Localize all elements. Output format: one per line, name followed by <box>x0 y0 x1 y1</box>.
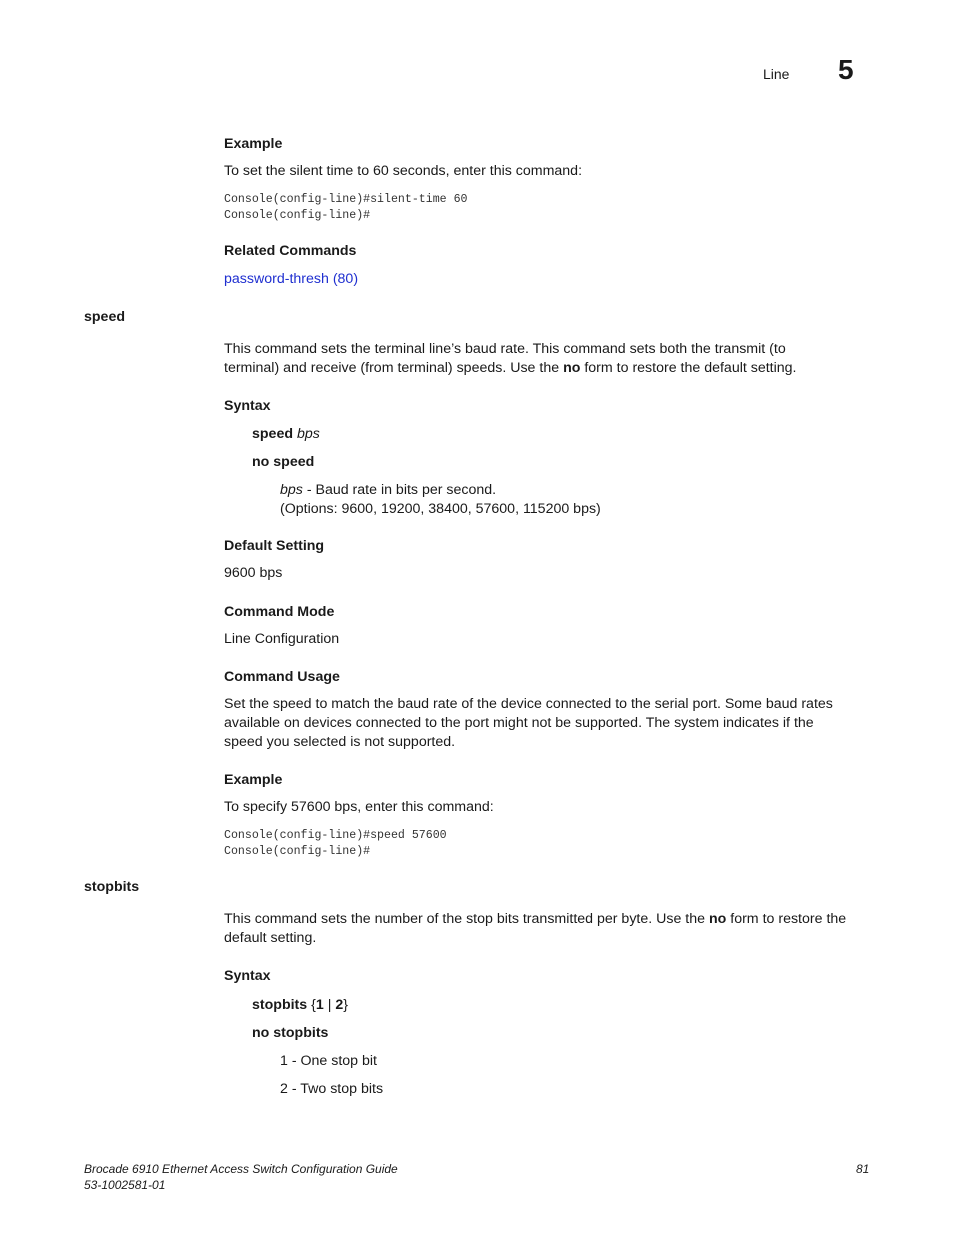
option-description: 2 - Two stop bits <box>280 1081 384 1097</box>
syntax-command: stopbits <box>252 997 308 1013</box>
description-line: default setting. <box>224 930 317 946</box>
description-line: This command sets the terminal line’s baud rate. This command sets both the transmit (to <box>224 341 786 357</box>
text: form to restore the default setting. <box>580 360 797 376</box>
syntax-option: 2 <box>335 997 344 1013</box>
syntax-heading: Syntax <box>224 968 271 984</box>
default-setting-value: 9600 bps <box>224 565 283 581</box>
syntax-line <box>252 996 348 1015</box>
page-number: 81 <box>856 1162 870 1176</box>
text: - Baud rate in bits per second. <box>302 482 497 498</box>
syntax-command: speed <box>252 426 294 442</box>
command-usage-text <box>224 695 833 752</box>
parameter-name: bps <box>280 482 303 498</box>
syntax-heading: Syntax <box>224 398 271 414</box>
syntax-line <box>252 425 320 444</box>
text: terminal) and receive (from terminal) speeds. Use the <box>224 360 564 376</box>
description-line <box>224 910 846 929</box>
text: form to restore the <box>726 911 847 927</box>
parameter-description <box>280 481 601 519</box>
command-usage-heading: Command Usage <box>224 669 340 685</box>
keyword-no: no <box>708 911 727 927</box>
command-name-stopbits: stopbits <box>84 879 140 895</box>
code-block <box>224 192 468 224</box>
syntax-no-form: no speed <box>252 454 315 470</box>
example-text: To set the silent time to 60 seconds, enter this command: <box>224 163 583 179</box>
stopbits-description <box>224 910 846 948</box>
default-setting-heading: Default Setting <box>224 538 325 554</box>
usage-line: speed you selected is not supported. <box>224 734 456 750</box>
usage-line: Set the speed to match the baud rate of the device connected to the serial port. Some baud rates <box>224 696 833 712</box>
keyword-no: no <box>563 360 581 376</box>
example-text: To specify 57600 bps, enter this command: <box>224 799 494 815</box>
command-mode-heading: Command Mode <box>224 604 335 620</box>
chapter-number: 5 <box>838 54 854 85</box>
usage-line: available on devices connected to the port might not be supported. The system indicates if the <box>224 715 814 731</box>
code-block <box>224 828 447 860</box>
related-commands-heading: Related Commands <box>224 243 357 259</box>
syntax-no-form: no stopbits <box>252 1025 329 1041</box>
example-heading: Example <box>224 772 283 788</box>
speed-description <box>224 340 796 378</box>
parameter-line <box>280 481 601 500</box>
example-heading: Example <box>224 136 283 152</box>
syntax-brace: } <box>343 997 348 1013</box>
command-name-speed: speed <box>84 309 126 325</box>
code-line: Console(config-line)#speed 57600 <box>224 829 447 842</box>
syntax-option: 1 <box>315 997 324 1013</box>
code-line: Console(config-line)#silent-time 60 <box>224 193 468 206</box>
syntax-parameter: bps <box>293 426 320 442</box>
syntax-brace: { <box>307 997 316 1013</box>
option-description: 1 - One stop bit <box>280 1053 377 1069</box>
code-line: Console(config-line)# <box>224 845 371 858</box>
running-header-label: Line <box>763 66 790 82</box>
command-mode-value: Line Configuration <box>224 631 340 647</box>
code-line: Console(config-line)# <box>224 209 371 222</box>
syntax-separator: | <box>323 997 336 1013</box>
related-command-link[interactable]: password-thresh (80) <box>224 271 359 287</box>
text: This command sets the number of the stop bits transmitted per byte. Use the <box>224 911 709 927</box>
description-line <box>224 359 796 378</box>
footer-doc-number: 53-1002581-01 <box>84 1178 166 1192</box>
parameter-options: (Options: 9600, 19200, 38400, 57600, 115200 bps) <box>280 501 601 517</box>
footer-title: Brocade 6910 Ethernet Access Switch Configuration Guide <box>84 1162 398 1176</box>
